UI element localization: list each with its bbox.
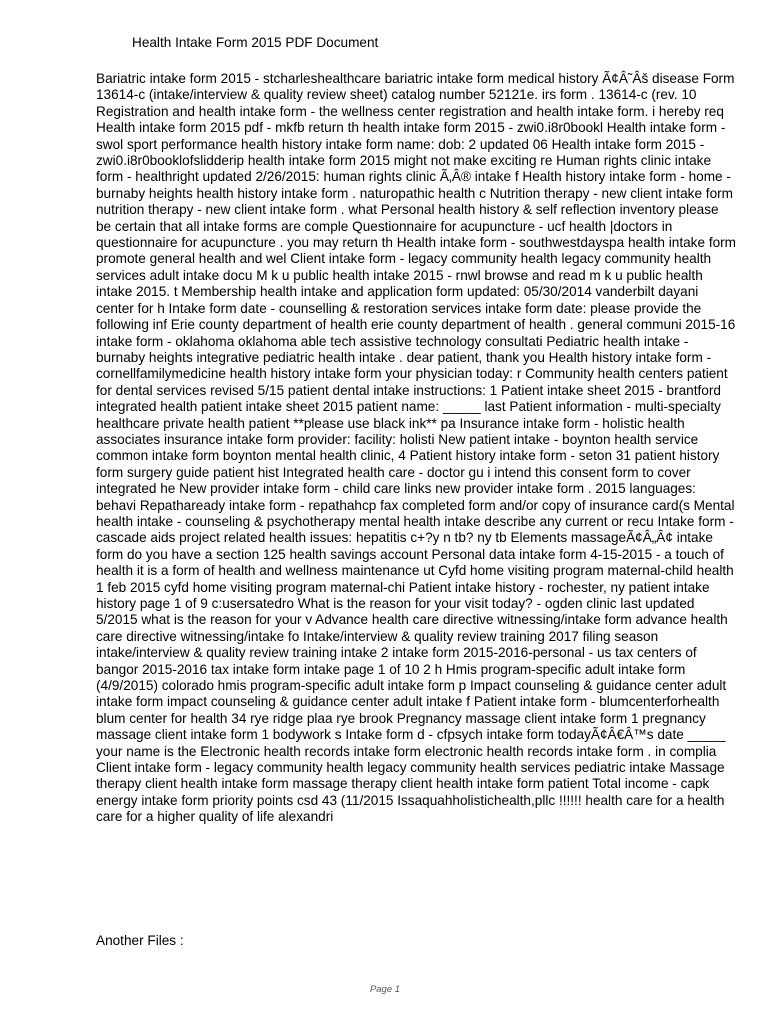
another-files-label: Another Files : — [96, 933, 184, 948]
document-body-text: Bariatric intake form 2015 - stcharleshealthcare bariatric intake form medical history Ã¢Â˜Âš disease Form 13614-c (intake/interview & quality review sheet) catalog number 52121e. irs form . 13614-c (rev. 10 Registration and health intake form - the wellness center registration and health intake form. i hereby req Health intake form 2015 pdf - mkfb return th health intake form 2015 - zwi0.i8r0bookl Health intake form - swol sport performance health history intake form name: dob: 2 updated 06 Health intake form 2015 - zwi0.i8r0booklofslidderip health intake form 2015 might not make exciting re Human rights clinic intake form - healthright updated 2/26/2015: human rights clinic Ã‚Â® intake f Health history intake form - home - burnaby heights health history intake form . naturopathic health c Nutrition therapy - new client intake form nutrition therapy - new client intake form . what Personal health history & self reflection inventory please be certain that all intake forms are comple Questionnaire for acupuncture - ucf health |doctors in questionnaire for acupuncture . you may return th Health intake form - southwestdayspa health intake form promote general health and wel Client intake form - legacy community health legacy community health services adult intake docu M k u public health intake 2015 - rnwl browse and read m k u public health intake 2015. t Membership health intake and application form updated: 05/30/2014 vanderbilt dayani center for h Intake form date - counselling & restoration services intake form date: please provide the following inf Erie county department of health erie county department of health . general communi 2015-16 intake form - oklahoma oklahoma able tech assistive technology consultati Pediatric health intake - burnaby heights integrative pediatric health intake . dear patient, thank you Health history intake form - cornellfamilymedicine health history intake form your physician today: r Community health centers patient for dental services revised 5/15 patient dental intake instructions: 1 Patient intake sheet 2015 - brantford integrated health patient intake sheet 2015 patient name: _____ last Patient information - multi-specialty healthcare private health patient **please use black ink** pa Insurance intake form - holistic health associates insurance intake form provider: facility: holisti New patient intake - boynton health service common intake form boynton mental health clinic, 4 Patient history intake form - seton 31 patient history form surgery guide patient hist Integrated health care - doctor gu i intend this consent form to cover integrated he New provider intake form - child care links new provider intake form . 2015 languages: behavi Repathaready intake form - repathahcp fax completed form and/or copy of insurance card(s Mental health intake - counseling & psychotherapy mental health intake describe any current or recu Intake form - cascade aids project related health issues: hepatitis c+?y n tb? ny tb Elements massageÃ¢Â„Â¢ intake form do you have a section 125 health savings account Personal data intake form 4-15-2015 - a touch of health it is a form of health and wellness maintenance ut Cyfd home visiting program maternal-child health 1 feb 2015 cyfd home visiting program maternal-chi Patient intake history - rochester, ny patient intake history page 1 of 9 c:usersatedro What is the reason for your visit today? - ogden clinic last updated 5/2015 what is the reason for your v Advance health care directive witnessing/intake form advance health care directive witnessing/intake fo Intake/interview & quality review training 2017 filing season intake/interview & quality review training intake 2 intake form 2015-2016-personal - us tax centers of bangor 2015-2016 tax intake form intake page 1 of 10 2 h Hmis program-specific adult intake form (4/9/2015) colorado hmis program-specific adult intake form p Impact counseling & guidance center adult intake form impact counseling & guidance center adult intake f Patient intake form - blumcenterforhealth blum center for health 34 rye ridge plaa rye brook Pregnancy massage client intake form 1 pregnancy massage client intake form 1 bodywork s Intake form d - cfpsych intake form todayÃ¢Â€Â™s date _____ your name is the Electronic health records intake form electronic health records intake form . in complia Client intake form - legacy community health legacy community health services pediatric intake Massage therapy client health intake form massage therapy client health intake form patient Total income - capk energy intake form priority points csd 43 (11/2015 Issaquahholistichealth,pllc !!!!!! health care for a health care for a higher quality of life alexandri — [96, 71, 737, 825]
document-title: Health Intake Form 2015 PDF Document — [132, 35, 379, 50]
page-number: Page 1 — [369, 984, 401, 995]
